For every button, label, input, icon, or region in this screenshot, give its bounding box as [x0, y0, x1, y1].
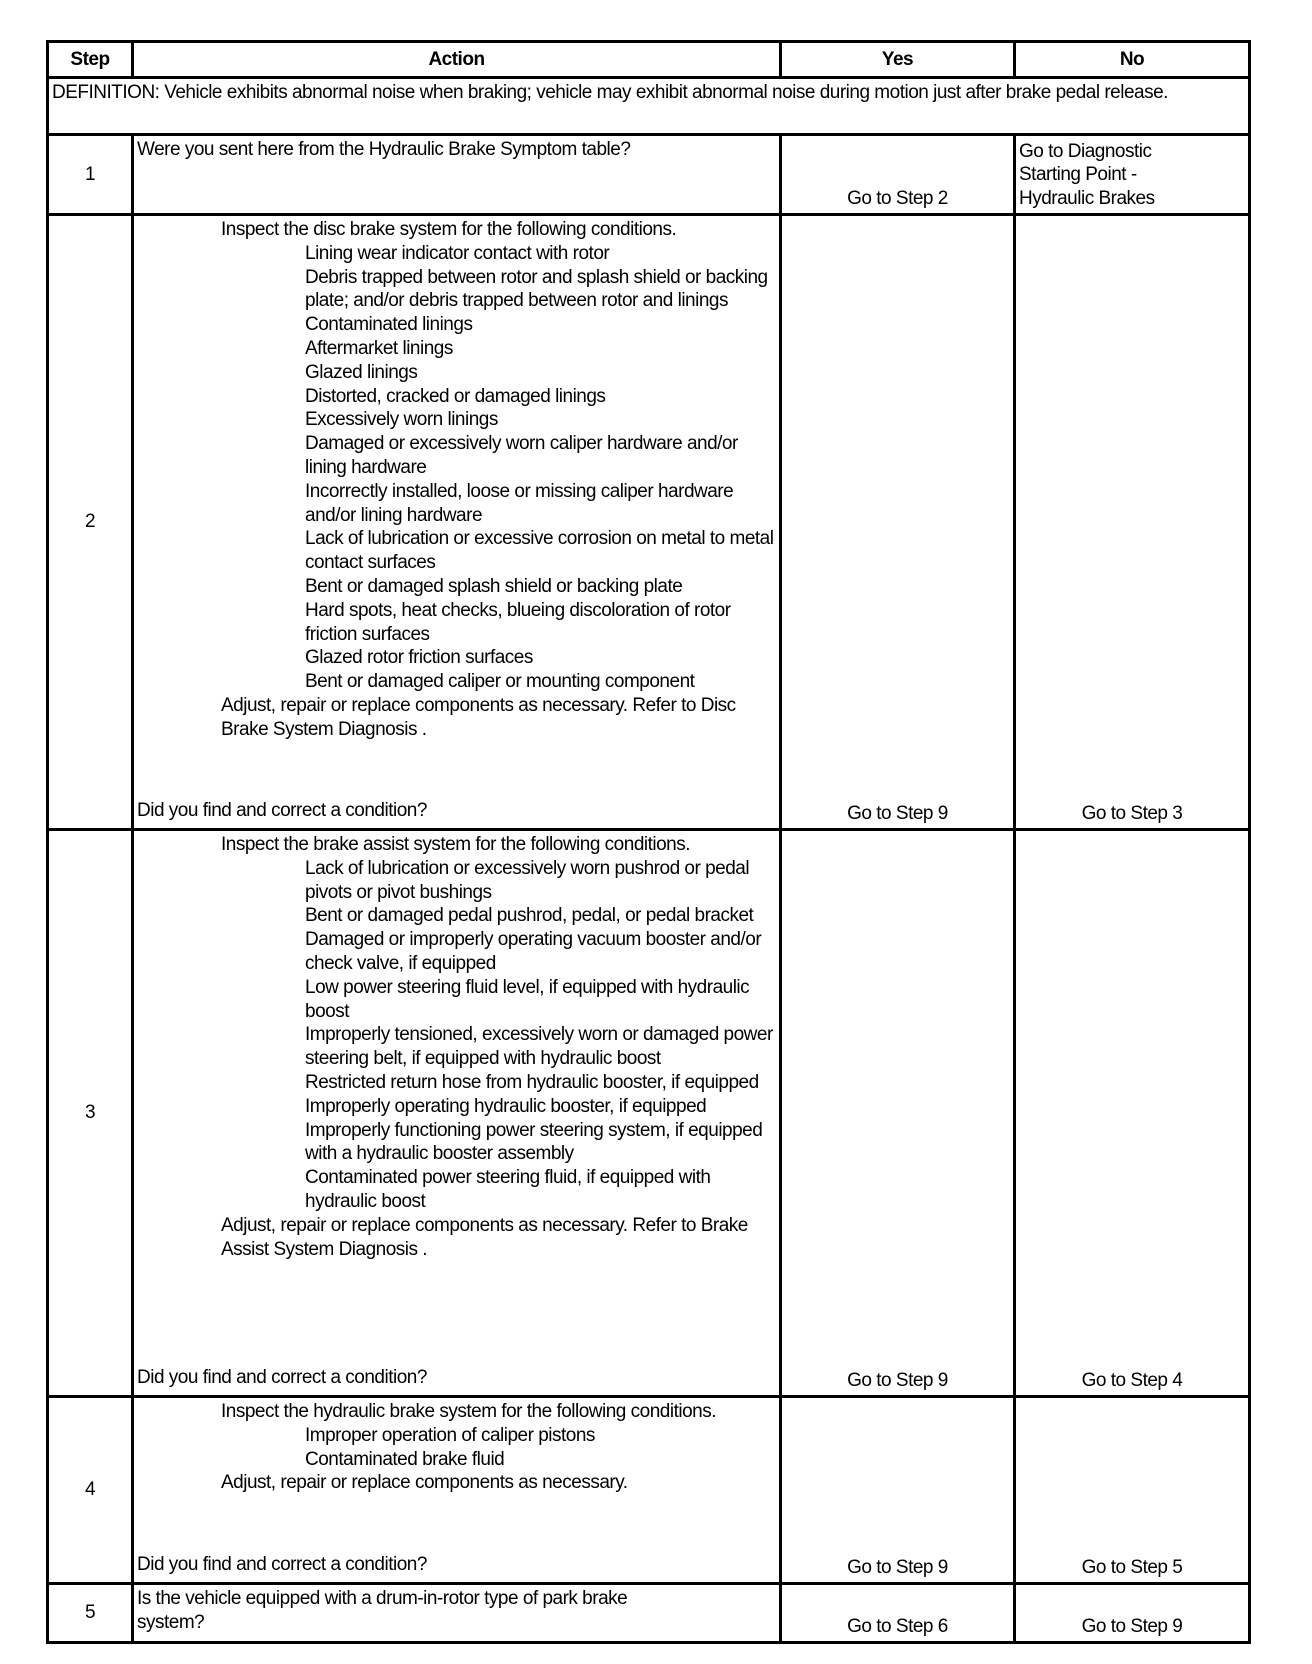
- condition-item: Aftermarket linings: [305, 337, 453, 359]
- condition-item: Improperly operating hydraulic booster, if equipped: [305, 1095, 707, 1117]
- condition-item: Low power steering fluid level, if equipped with hydraulic boost: [305, 976, 750, 1022]
- header-step: Step: [48, 42, 133, 78]
- table-row: [48, 215, 1250, 830]
- condition-item: Restricted return hose from hydraulic booster, if equipped: [305, 1071, 759, 1093]
- step-number: 2: [48, 215, 133, 830]
- no-result: Go to Step 4: [1015, 830, 1250, 1397]
- diagnostic-table: [46, 40, 1251, 1644]
- action-adjust: Adjust, repair or replace components as necessary. Refer to Disc Brake System Diagnosis .: [221, 694, 736, 740]
- header-row: [48, 42, 1250, 78]
- condition-item: Bent or damaged splash shield or backing plate: [305, 575, 683, 597]
- no-result: Go to Step 3: [1015, 215, 1250, 830]
- yes-result: Go to Step 6: [781, 1584, 1015, 1643]
- yes-result: Go to Step 9: [781, 215, 1015, 830]
- condition-item: Lack of lubrication or excessively worn pushrod or pedal pivots or pivot bushings: [305, 857, 750, 903]
- no-result: Go to Diagnostic Starting Point - Hydraulic Brakes: [1015, 135, 1250, 215]
- condition-item: Contaminated power steering fluid, if equipped with hydraulic boost: [305, 1167, 711, 1212]
- action-intro: Inspect the hydraulic brake system for the following conditions.: [221, 1401, 716, 1422]
- header-action: Action: [133, 42, 781, 78]
- condition-item: Bent or damaged pedal pushrod, pedal, or pedal bracket: [305, 905, 754, 927]
- table-row: [48, 1584, 1250, 1643]
- action-question: Is the vehicle equipped with a drum-in-rotor type of park brake system?: [133, 1584, 781, 1643]
- action-question: Did you find and correct a condition?: [137, 1554, 427, 1576]
- no-result: Go to Step 5: [1015, 1397, 1250, 1584]
- condition-item: Excessively worn linings: [305, 409, 498, 431]
- yes-result: Go to Step 9: [781, 830, 1015, 1397]
- condition-item: Glazed rotor friction surfaces: [305, 647, 533, 669]
- definition-text: DEFINITION: Vehicle exhibits abnormal noise when braking; vehicle may exhibit abnormal noise during motion just after brake pedal release.: [48, 78, 1250, 135]
- table-row: [48, 135, 1250, 215]
- condition-item: Contaminated brake fluid: [305, 1448, 505, 1470]
- action-question: Did you find and correct a condition?: [137, 1367, 427, 1389]
- action-adjust: Adjust, repair or replace components as necessary.: [221, 1472, 628, 1494]
- action-cell: [137, 216, 776, 825]
- action-cell: [137, 831, 776, 1392]
- condition-item: Lining wear indicator contact with rotor: [305, 242, 610, 264]
- action-cell: [137, 1398, 776, 1579]
- table-row: [48, 830, 1250, 1397]
- header-no: No: [1015, 42, 1250, 78]
- header-yes: Yes: [781, 42, 1015, 78]
- definition-row: [48, 78, 1250, 135]
- table-row: [48, 1397, 1250, 1584]
- action-adjust: Adjust, repair or replace components as necessary. Refer to Brake Assist System Diagnosis .: [221, 1214, 748, 1260]
- condition-item: Hard spots, heat checks, blueing discoloration of rotor friction surfaces: [305, 599, 731, 645]
- condition-item: Bent or damaged caliper or mounting component: [305, 671, 695, 693]
- action-question: Did you find and correct a condition?: [137, 800, 427, 822]
- step-number: 5: [48, 1584, 133, 1643]
- action-intro: Inspect the disc brake system for the following conditions.: [221, 219, 677, 240]
- step-number: 4: [48, 1397, 133, 1584]
- condition-item: Distorted, cracked or damaged linings: [305, 385, 606, 407]
- condition-item: Contaminated linings: [305, 314, 473, 336]
- step-number: 3: [48, 830, 133, 1397]
- step-number: 1: [48, 135, 133, 215]
- yes-result: Go to Step 2: [781, 135, 1015, 215]
- condition-item: Debris trapped between rotor and splash shield or backing plate; and/or debris trapped between rotor and linings: [305, 266, 768, 312]
- action-intro: Inspect the brake assist system for the following conditions.: [221, 834, 691, 855]
- condition-item: Glazed linings: [305, 361, 418, 383]
- condition-item: Lack of lubrication or excessive corrosion on metal to metal contact surfaces: [305, 528, 774, 574]
- condition-item: Incorrectly installed, loose or missing caliper hardware and/or lining hardware: [305, 480, 734, 526]
- condition-item: Improper operation of caliper pistons: [305, 1424, 595, 1446]
- action-question: Were you sent here from the Hydraulic Brake Symptom table?: [133, 135, 781, 215]
- yes-result: Go to Step 9: [781, 1397, 1015, 1584]
- condition-item: Improperly functioning power steering system, if equipped with a hydraulic booster assembly: [305, 1119, 763, 1165]
- condition-item: Improperly tensioned, excessively worn or damaged power steering belt, if equipped with hydraulic boost: [305, 1024, 773, 1070]
- condition-item: Damaged or excessively worn caliper hardware and/or lining hardware: [305, 433, 738, 478]
- no-result: Go to Step 9: [1015, 1584, 1250, 1643]
- condition-item: Damaged or improperly operating vacuum booster and/or check valve, if equipped: [305, 929, 762, 974]
